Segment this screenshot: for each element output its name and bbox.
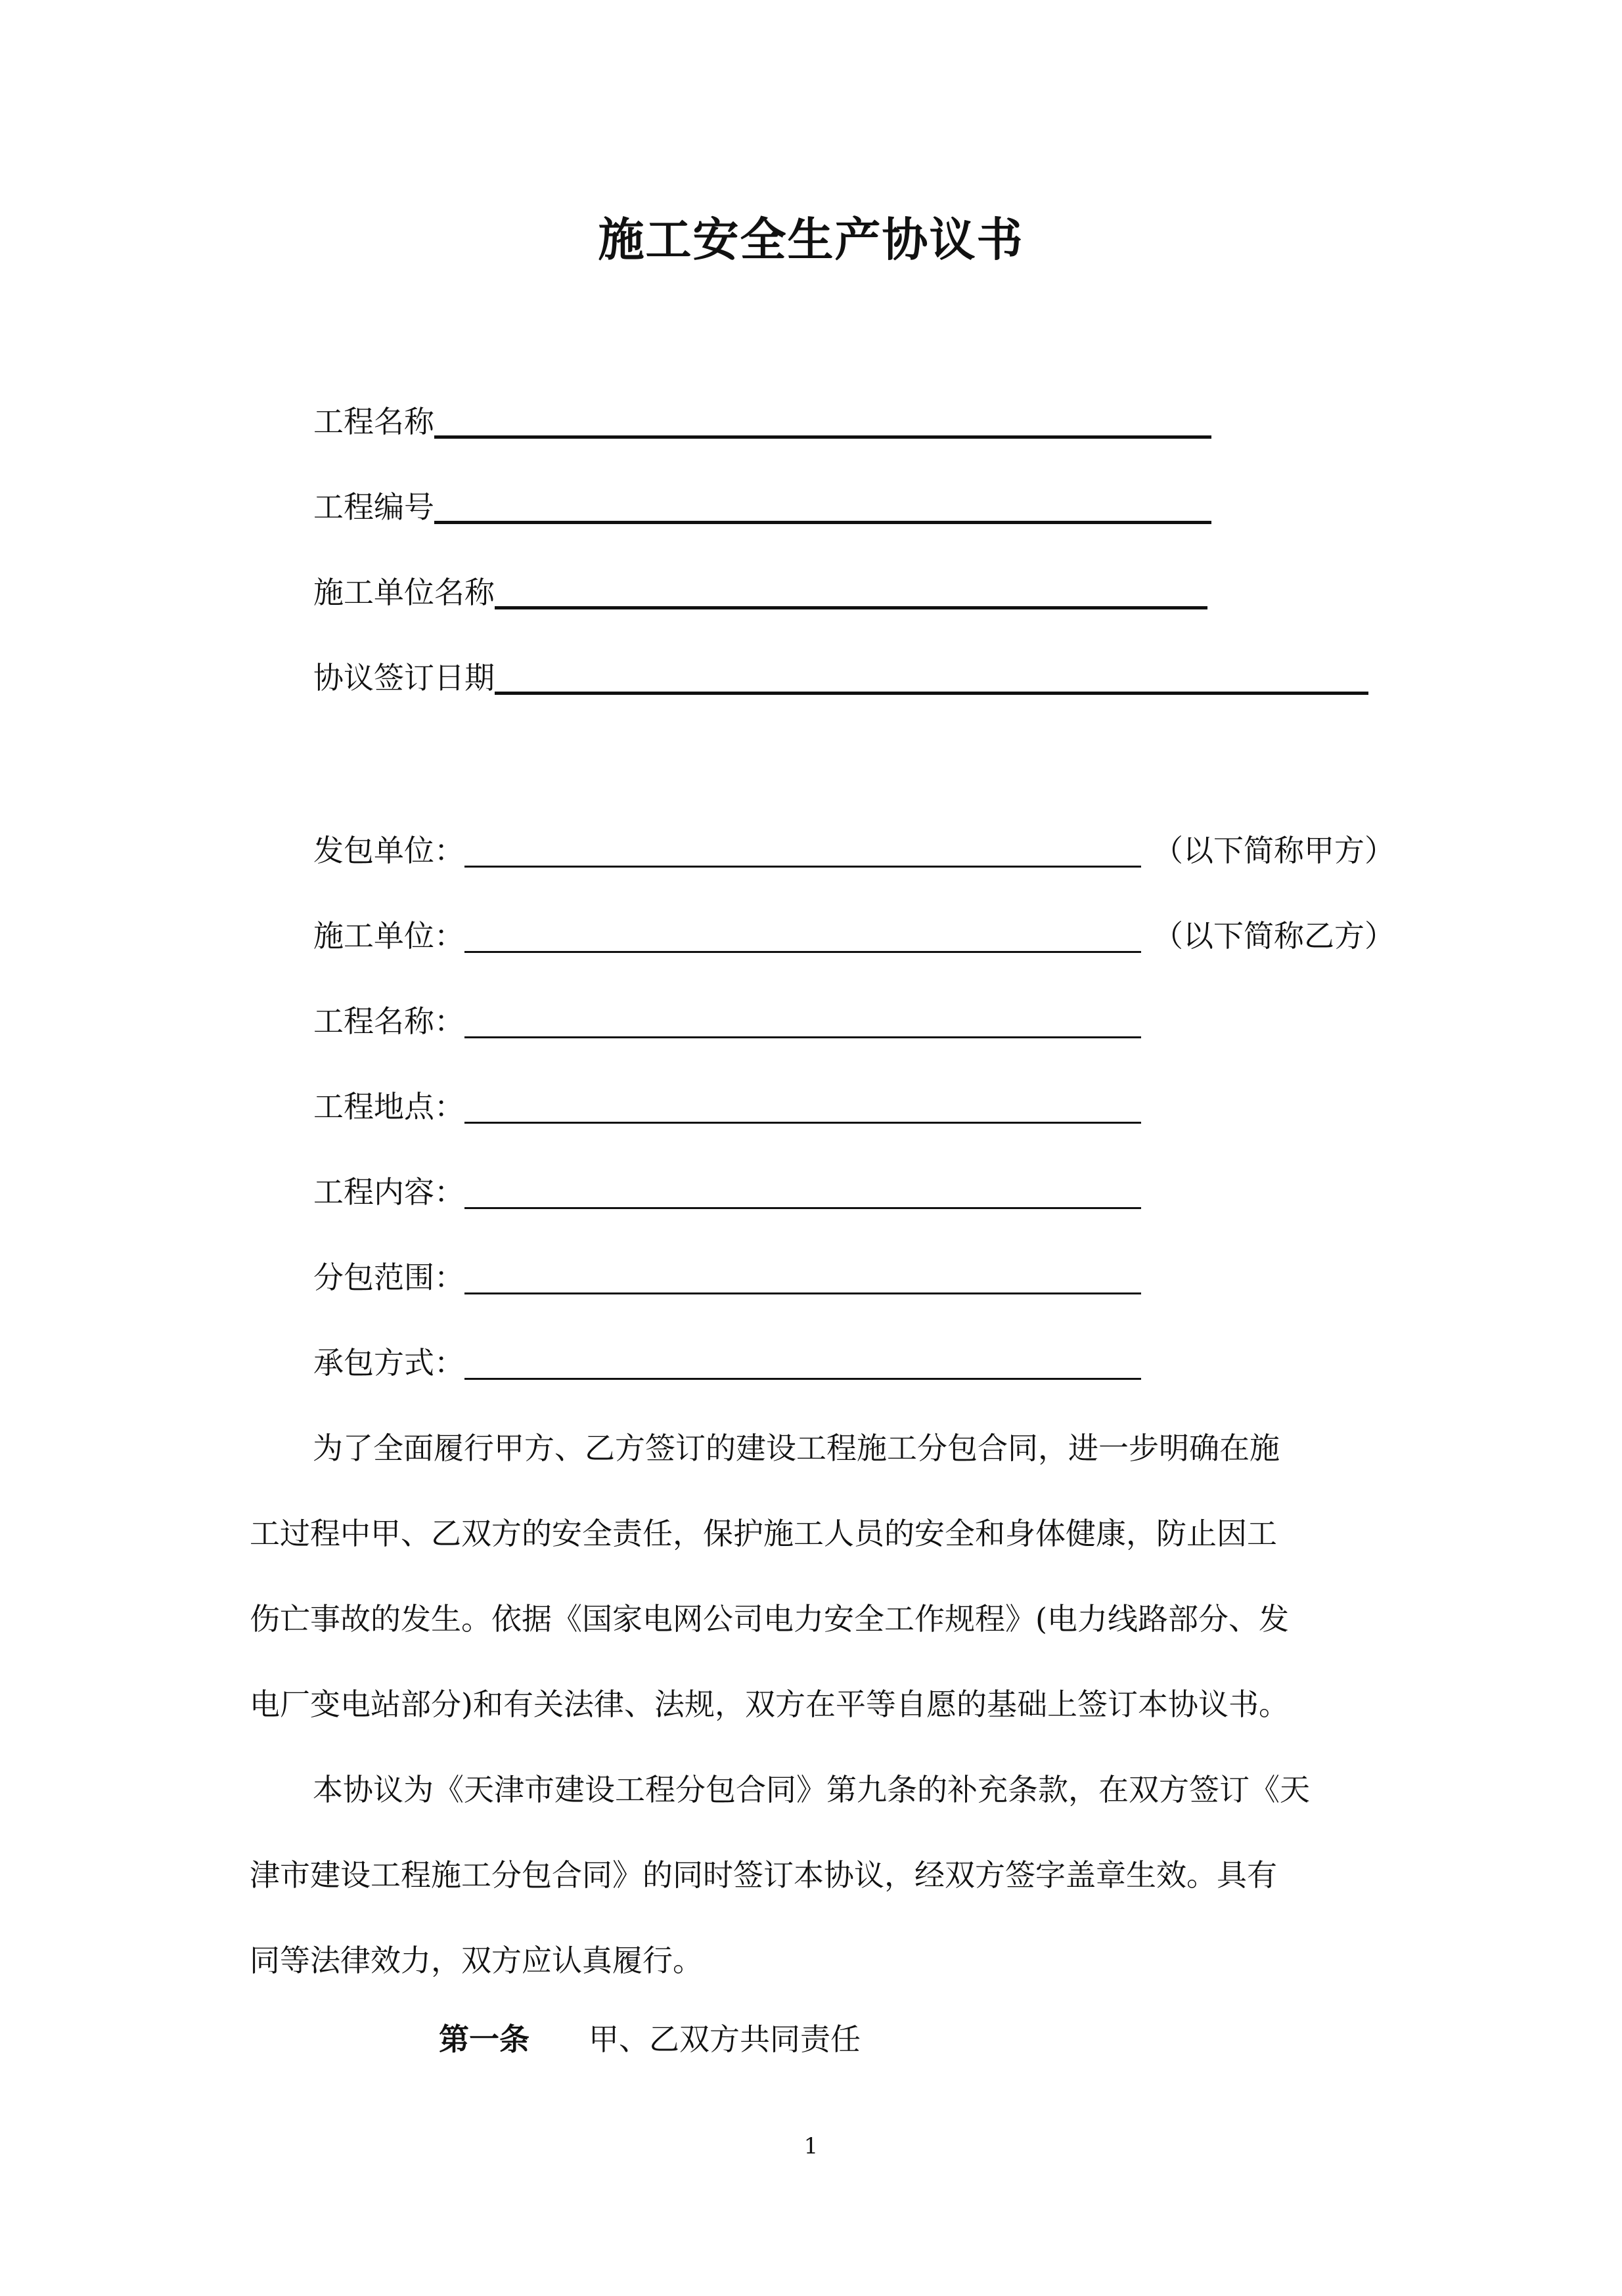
blank-line[interactable] bbox=[434, 521, 1211, 524]
blank-line[interactable] bbox=[464, 951, 1141, 953]
blank-line[interactable] bbox=[464, 1122, 1141, 1124]
article-number: 第一条 bbox=[439, 2021, 529, 2057]
field-label: 承包方式： bbox=[313, 1345, 464, 1380]
article-title: 甲、乙双方共同责任 bbox=[589, 2021, 861, 2057]
blank-line[interactable] bbox=[495, 692, 1368, 695]
paragraph-line: 工过程中甲、乙双方的安全责任，保护施工人员的安全和身体健康，防止因工 bbox=[250, 1516, 1277, 1551]
party-field-contractor bbox=[313, 903, 1395, 956]
party-field-project-location bbox=[313, 1074, 1141, 1126]
blank-line[interactable] bbox=[464, 1207, 1141, 1209]
paragraph-line: 为了全面履行甲方、乙方签订的建设工程施工分包合同，进一步明确在施 bbox=[313, 1430, 1280, 1466]
party-field-subcontract-scope bbox=[313, 1245, 1141, 1297]
cover-field-signing-date bbox=[313, 645, 1368, 697]
field-label: 分包范围： bbox=[313, 1260, 464, 1295]
field-label: 工程名称 bbox=[313, 404, 434, 439]
blank-line[interactable] bbox=[495, 606, 1207, 609]
field-label: 工程地点： bbox=[313, 1089, 464, 1124]
cover-field-project-name bbox=[313, 389, 1211, 441]
field-label: 工程名称： bbox=[313, 1004, 464, 1039]
paragraph-purpose bbox=[250, 1405, 1383, 1747]
field-label: 施工单位： bbox=[313, 918, 464, 954]
party-field-project-content bbox=[313, 1159, 1141, 1212]
party-field-project-name bbox=[313, 988, 1141, 1041]
blank-line[interactable] bbox=[464, 1378, 1141, 1380]
page-number: 1 bbox=[803, 2133, 819, 2159]
field-label: 施工单位名称 bbox=[313, 575, 495, 610]
article-heading bbox=[439, 2016, 861, 2062]
paragraph-line: 本协议为《天津市建设工程分包合同》第九条的补充条款，在双方签订《天 bbox=[313, 1772, 1310, 1807]
paragraph-supplement bbox=[250, 1747, 1383, 2003]
cover-field-project-number bbox=[313, 474, 1211, 527]
cover-field-contractor-name bbox=[313, 560, 1207, 612]
blank-line[interactable] bbox=[434, 435, 1211, 439]
paragraph-line: 同等法律效力，双方应认真履行。 bbox=[250, 1943, 703, 1978]
field-suffix: （以下简称甲方） bbox=[1153, 833, 1395, 868]
paragraph-line: 伤亡事故的发生。依据《国家电网公司电力安全工作规程》(电力线路部分、发 bbox=[250, 1601, 1289, 1637]
document-title: 施工安全生产协议书 bbox=[598, 212, 1024, 267]
party-field-client bbox=[313, 818, 1395, 870]
blank-line[interactable] bbox=[464, 1036, 1141, 1038]
field-label: 工程编号 bbox=[313, 489, 434, 525]
field-suffix: （以下简称乙方） bbox=[1153, 918, 1395, 954]
paragraph-line: 津市建设工程施工分包合同》的同时签订本协议，经双方签字盖章生效。具有 bbox=[250, 1857, 1277, 1893]
field-label: 工程内容： bbox=[313, 1174, 464, 1210]
field-label: 发包单位： bbox=[313, 833, 464, 868]
party-field-contract-method bbox=[313, 1330, 1141, 1382]
blank-line[interactable] bbox=[464, 1292, 1141, 1294]
blank-line[interactable] bbox=[464, 866, 1141, 868]
field-label: 协议签订日期 bbox=[313, 660, 495, 695]
paragraph-line: 电厂变电站部分)和有关法律、法规，双方在平等自愿的基础上签订本协议书。 bbox=[250, 1687, 1289, 1722]
